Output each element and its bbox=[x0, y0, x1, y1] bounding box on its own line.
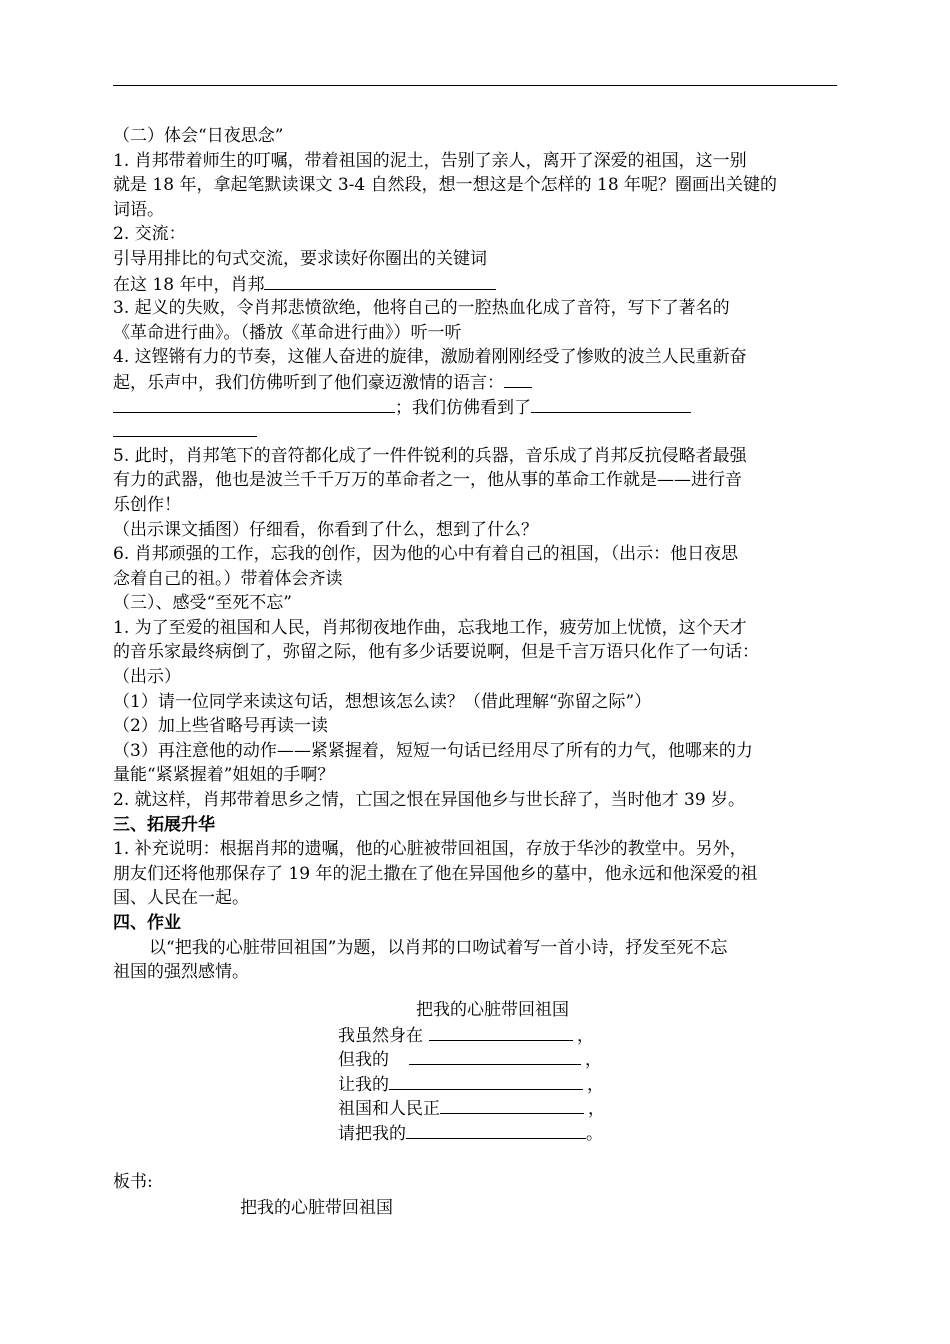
fill-line bbox=[113, 272, 837, 297]
paragraph-line: 以“把我的心脏带回祖国”为题，以肖邦的口吻试着写一首小诗，抒发至死不忘 bbox=[149, 937, 728, 958]
poem-line: 但我的 ， bbox=[338, 1047, 638, 1072]
poem-blank[interactable] bbox=[409, 1047, 581, 1065]
blank-answer[interactable] bbox=[113, 419, 257, 437]
paragraph-line: （出示课文插图）仔细看，你看到了什么，想到了什么？ bbox=[113, 519, 538, 540]
poem-title: 把我的心脏带回祖国 bbox=[416, 1000, 569, 1020]
paragraph-line: （2）加上些省略号再读一读 bbox=[113, 716, 328, 737]
paragraph-line: 念着自己的祖。）带着体会齐读 bbox=[113, 568, 343, 589]
poem-blank[interactable] bbox=[440, 1096, 584, 1114]
document-body bbox=[113, 124, 837, 985]
poem-line: 我虽然身在 ， bbox=[338, 1023, 638, 1048]
paragraph-line: （3）再注意他的动作——紧紧握着，短短一句话已经用尽了所有的力气，他哪来的力 bbox=[113, 740, 753, 761]
paragraph-line: 《革命进行曲》。（播放《革命进行曲》）听一听 bbox=[113, 322, 462, 343]
paragraph-line: 1. 肖邦带着师生的叮嘱，带着祖国的泥土，告别了亲人，离开了深爱的祖国，这一别 bbox=[113, 150, 747, 171]
paragraph-line: 1. 补充说明：根据肖邦的遗嘱，他的心脏被带回祖国，存放于华沙的教堂中。另外， bbox=[113, 839, 747, 860]
paragraph-line: 国、人民在一起。 bbox=[113, 888, 249, 909]
paragraph-line: 2. 交流： bbox=[113, 224, 186, 245]
poem-line: 让我的 ， bbox=[338, 1072, 638, 1097]
paragraph-line: 3. 起义的失败，令肖邦悲愤欲绝，他将自己的一腔热血化成了音符，写下了著名的 bbox=[113, 298, 730, 319]
heading-expand: 三、拓展升华 bbox=[113, 814, 215, 835]
fill-line bbox=[113, 395, 837, 420]
fill-prompt: 在这 18 年中，肖邦 bbox=[113, 274, 265, 295]
fill-line bbox=[113, 419, 837, 444]
poem-line: 请把我的 。 bbox=[338, 1121, 638, 1146]
paragraph-line: 就是 18 年，拿起笔默读课文 3-4 自然段，想一想这是个怎样的 18 年呢？圈画出关键的 bbox=[113, 175, 778, 196]
blank-answer[interactable] bbox=[264, 272, 496, 290]
paragraph-line: 1. 为了至爱的祖国和人民，肖邦彻夜地作曲，忘我地工作，疲劳加上忧愤，这个天才 bbox=[113, 617, 747, 638]
paragraph-line: 祖国的强烈感情。 bbox=[113, 962, 249, 983]
paragraph-line: 引导用排比的句式交流，要求读好你圈出的关键词 bbox=[113, 248, 487, 269]
fill-prompt: ；我们仿佛看到了 bbox=[395, 397, 531, 418]
paragraph-line: 5. 此时，肖邦笔下的音符都化成了一件件锐利的兵器，音乐成了肖邦反抗侵略者最强 bbox=[113, 445, 747, 466]
section-heading-3: （三）、感受“至死不忘” bbox=[113, 593, 292, 614]
paragraph-line: 有力的武器，他也是波兰千千万万的革命者之一，他从事的革命工作就是——进行音 bbox=[113, 470, 742, 491]
blank-answer[interactable] bbox=[531, 395, 691, 413]
paragraph-line: 量能“紧紧握着”姐姐的手啊？ bbox=[113, 765, 335, 786]
heading-homework: 四、作业 bbox=[113, 913, 181, 933]
board-label: 板书: bbox=[113, 1172, 153, 1192]
paragraph-line: 词语。 bbox=[113, 199, 164, 220]
board-title: 把我的心脏带回祖国 bbox=[240, 1198, 393, 1218]
paragraph-line: （1）请一位同学来读这句话，想想该怎么读？（借此理解“弥留之际”） bbox=[113, 691, 652, 712]
paragraph-line: （出示） bbox=[113, 667, 181, 688]
fill-line bbox=[113, 370, 837, 395]
fill-prompt: 起，乐声中，我们仿佛听到了他们豪迈激情的语言： bbox=[113, 372, 504, 393]
paragraph-line: 6. 肖邦顽强的工作，忘我的创作，因为他的心中有着自己的祖国，（出示：他日夜思 bbox=[113, 544, 739, 565]
poem-line: 祖国和人民正 ， bbox=[338, 1096, 638, 1121]
paragraph-line: 的音乐家最终病倒了，弥留之际，他有多少话要说啊，但是千言万语只化作了一句话： bbox=[113, 642, 759, 663]
poem-blank[interactable] bbox=[406, 1121, 586, 1139]
paragraph-line: 乐创作！ bbox=[113, 494, 181, 515]
poem-blank[interactable] bbox=[429, 1023, 573, 1041]
paragraph-line: 朋友们还将他那保存了 19 年的泥土撒在了他在异国他乡的墓中，他永远和他深爱的祖 bbox=[113, 863, 758, 884]
paragraph-line: 2. 就这样，肖邦带着思乡之情，亡国之恨在异国他乡与世长辞了，当时他才 39 岁。 bbox=[113, 790, 746, 811]
paragraph-line: 4. 这铿锵有力的节奏，这催人奋进的旋律，激励着刚刚经受了惨败的波兰人民重新奋 bbox=[113, 347, 747, 368]
blank-answer[interactable] bbox=[504, 370, 532, 388]
header-rule bbox=[113, 85, 837, 86]
blank-answer[interactable] bbox=[113, 395, 395, 413]
poem-block bbox=[338, 998, 638, 1146]
section-heading-2: （二）体会“日夜思念” bbox=[113, 126, 284, 146]
poem-blank[interactable] bbox=[389, 1072, 583, 1090]
